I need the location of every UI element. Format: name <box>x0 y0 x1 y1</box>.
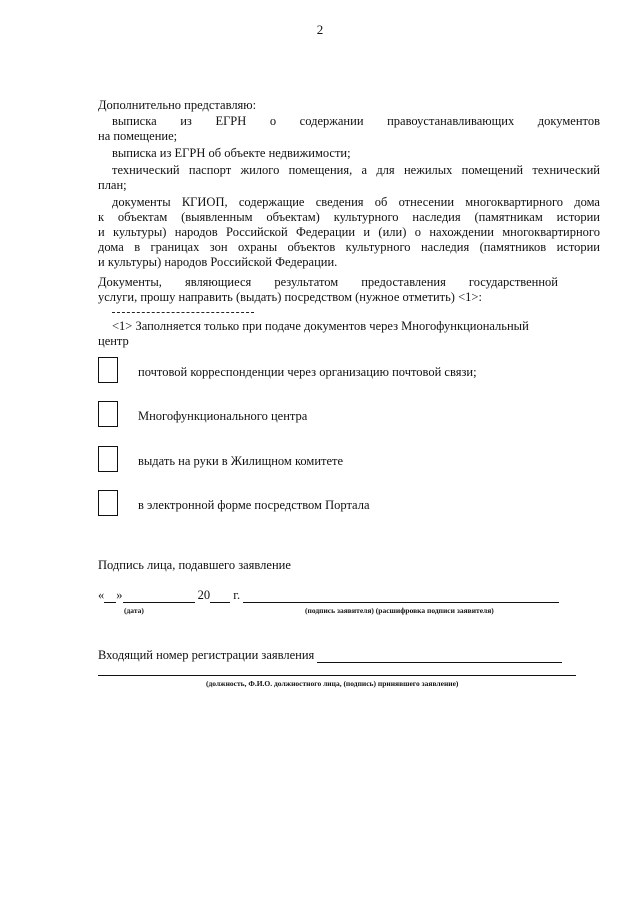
result-line2: услуги, прошу направить (выдать) посредством (нужное отметить) <1>: <box>98 290 482 304</box>
caption-date: (дата) <box>124 606 144 615</box>
item1-word: содержании <box>299 114 364 128</box>
item4-line1: документы КГИОП, содержащие сведения об отнесении многоквартирного дома <box>112 195 600 209</box>
footnote-line2: центр <box>98 334 129 348</box>
item4-line3: и культуры) народов Российской Федерации и (или) о нахождении многоквартирного <box>98 225 600 239</box>
signature-field[interactable] <box>243 590 559 603</box>
item1-word: о <box>269 114 277 128</box>
result-line1: Документы, являющиеся результатом предоставления государственной <box>98 275 558 289</box>
day-field[interactable] <box>104 590 116 603</box>
item1-word: правоустанавливающих <box>387 114 515 128</box>
item3-line1: технический паспорт жилого помещения, а для нежилых помещений технический <box>112 163 600 177</box>
official-signature-line[interactable] <box>98 675 576 676</box>
footnote <box>98 319 558 349</box>
item4-line5: и культуры) народов Российской Федерации. <box>98 255 338 269</box>
item1-line2: на помещение; <box>98 129 178 143</box>
quote-open: « <box>98 588 105 602</box>
year-field[interactable] <box>210 590 230 603</box>
option-checkbox-housing-committee[interactable] <box>98 446 118 472</box>
year-suffix: г. <box>233 588 241 602</box>
quote-close: » <box>116 588 123 602</box>
option-label-post: почтовой корреспонденции через организацию почтовой связи; <box>138 365 477 379</box>
registration-number-field[interactable] <box>317 650 562 663</box>
year-prefix: 20 <box>197 588 211 602</box>
item1-word: выписка <box>112 114 157 128</box>
item4-line4: дома в границах зон охраны объектов культурного наследия (памятников истории <box>98 240 600 254</box>
option-checkbox-portal[interactable] <box>98 490 118 516</box>
footnote-separator <box>112 312 254 313</box>
option-checkbox-mfc[interactable] <box>98 401 118 427</box>
signature-date-row <box>98 588 568 603</box>
item2: выписка из ЕГРН об объекте недвижимости; <box>112 146 351 160</box>
option-label-mfc: Многофункционального центра <box>138 409 308 423</box>
item1-word: ЕГРН <box>215 114 247 128</box>
page-number: 2 <box>316 22 324 37</box>
item1-word: из <box>180 114 192 128</box>
item3-line2: план; <box>98 178 127 192</box>
option-label-housing-committee: выдать на руки в Жилищном комитете <box>138 454 344 468</box>
option-label-portal: в электронной форме посредством Портала <box>138 498 370 512</box>
option-checkbox-post[interactable] <box>98 357 118 383</box>
item4-line2: к объектам (выявленным объектам) культурного наследия (памятникам истории <box>98 210 600 224</box>
registration-caption: (должность, Ф.И.О. должностного лица, (подпись) принявшего заявление) <box>206 679 459 688</box>
registration-row <box>98 648 562 663</box>
item1-line1 <box>98 114 600 129</box>
item1-word: документов <box>537 114 600 128</box>
registration-label: Входящий номер регистрации заявления <box>98 648 315 662</box>
month-field[interactable] <box>123 590 195 603</box>
additional-heading: Дополнительно представляю: <box>98 98 257 112</box>
footnote-line1: <1> Заполняется только при подаче документов через Многофункциональный <box>112 319 529 333</box>
additional-documents-section <box>98 98 600 270</box>
signature-label: Подпись лица, подавшего заявление <box>98 558 291 572</box>
result-section <box>98 275 558 305</box>
caption-signature: (подпись заявителя) (расшифровка подписи заявителя) <box>305 606 494 615</box>
